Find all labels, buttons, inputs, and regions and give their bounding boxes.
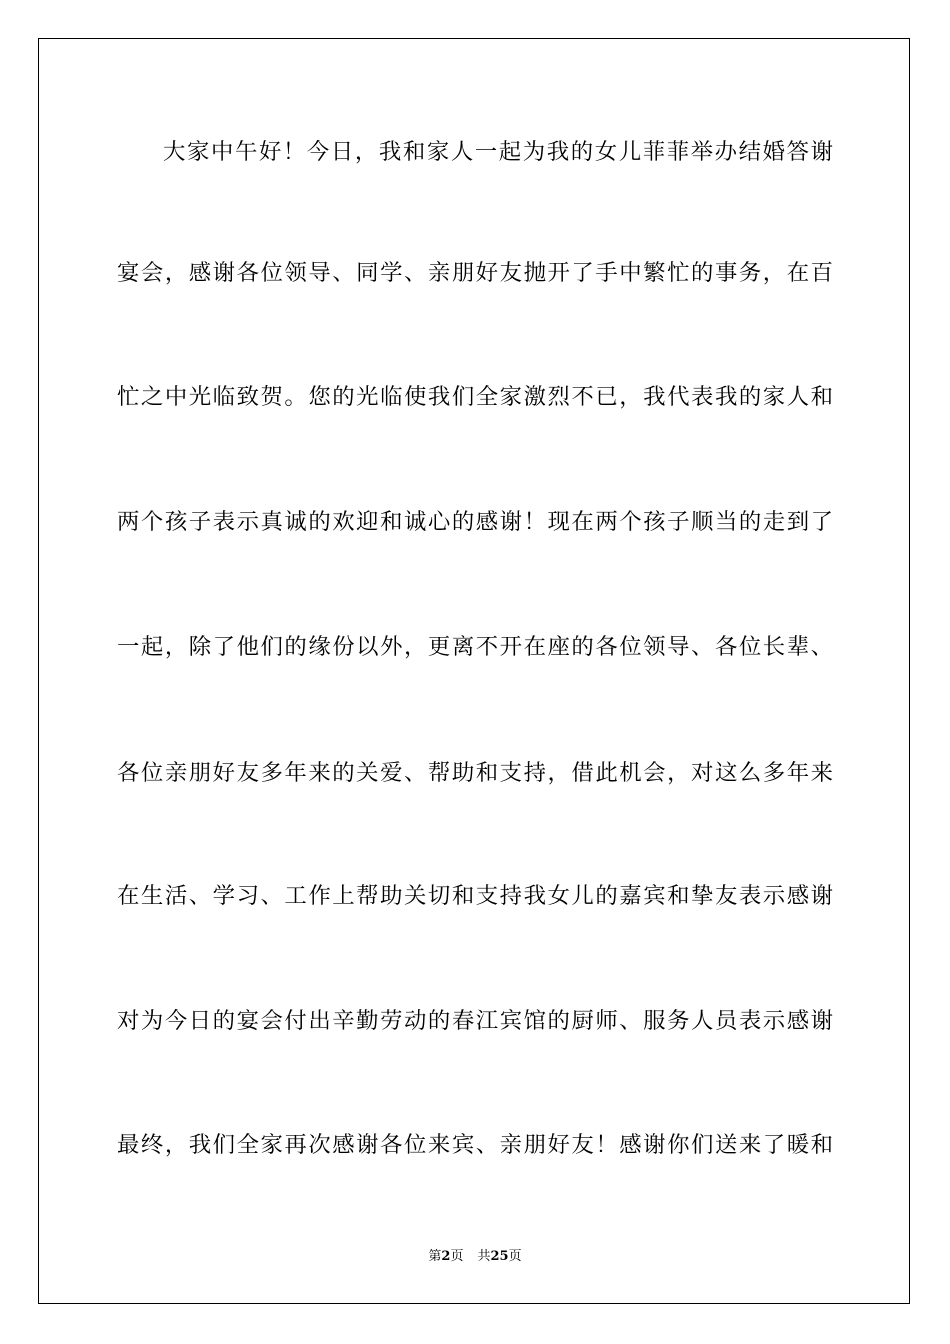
- total-pages: 25: [490, 1249, 509, 1264]
- paragraph-line-1: 大家中午好！今日，我和家人一起为我的女儿菲菲举办结婚答谢: [163, 139, 833, 165]
- total-suffix: 页: [508, 1249, 522, 1264]
- paragraph-line-6: 各位亲朋好友多年来的关爱、帮助和支持，借此机会，对这么多年来: [117, 760, 833, 786]
- page-number: 2: [441, 1249, 451, 1264]
- paragraph-line-3: 忙之中光临致贺。您的光临使我们全家激烈不已，我代表我的家人和: [117, 384, 833, 410]
- page-prefix: 第: [428, 1249, 442, 1264]
- paragraph-line-7: 在生活、学习、工作上帮助关切和支持我女儿的嘉宾和挚友表示感谢: [117, 883, 833, 909]
- page-border: [38, 38, 910, 1304]
- paragraph-line-9: 最终，我们全家再次感谢各位来宾、亲朋好友！感谢你们送来了暖和: [117, 1132, 833, 1158]
- total-prefix: 共: [477, 1249, 491, 1264]
- paragraph-line-8: 对为今日的宴会付出辛勤劳动的春江宾馆的厨师、服务人员表示感谢: [117, 1008, 833, 1034]
- paragraph-line-5: 一起，除了他们的缘份以外，更离不开在座的各位领导、各位长辈、: [117, 634, 833, 660]
- paragraph-line-4: 两个孩子表示真诚的欢迎和诚心的感谢！现在两个孩子顺当的走到了: [117, 509, 833, 535]
- page-suffix: 页: [450, 1249, 464, 1264]
- paragraph-line-2: 宴会，感谢各位领导、同学、亲朋好友抛开了手中繁忙的事务，在百: [117, 260, 833, 286]
- page-footer: [0, 1248, 950, 1266]
